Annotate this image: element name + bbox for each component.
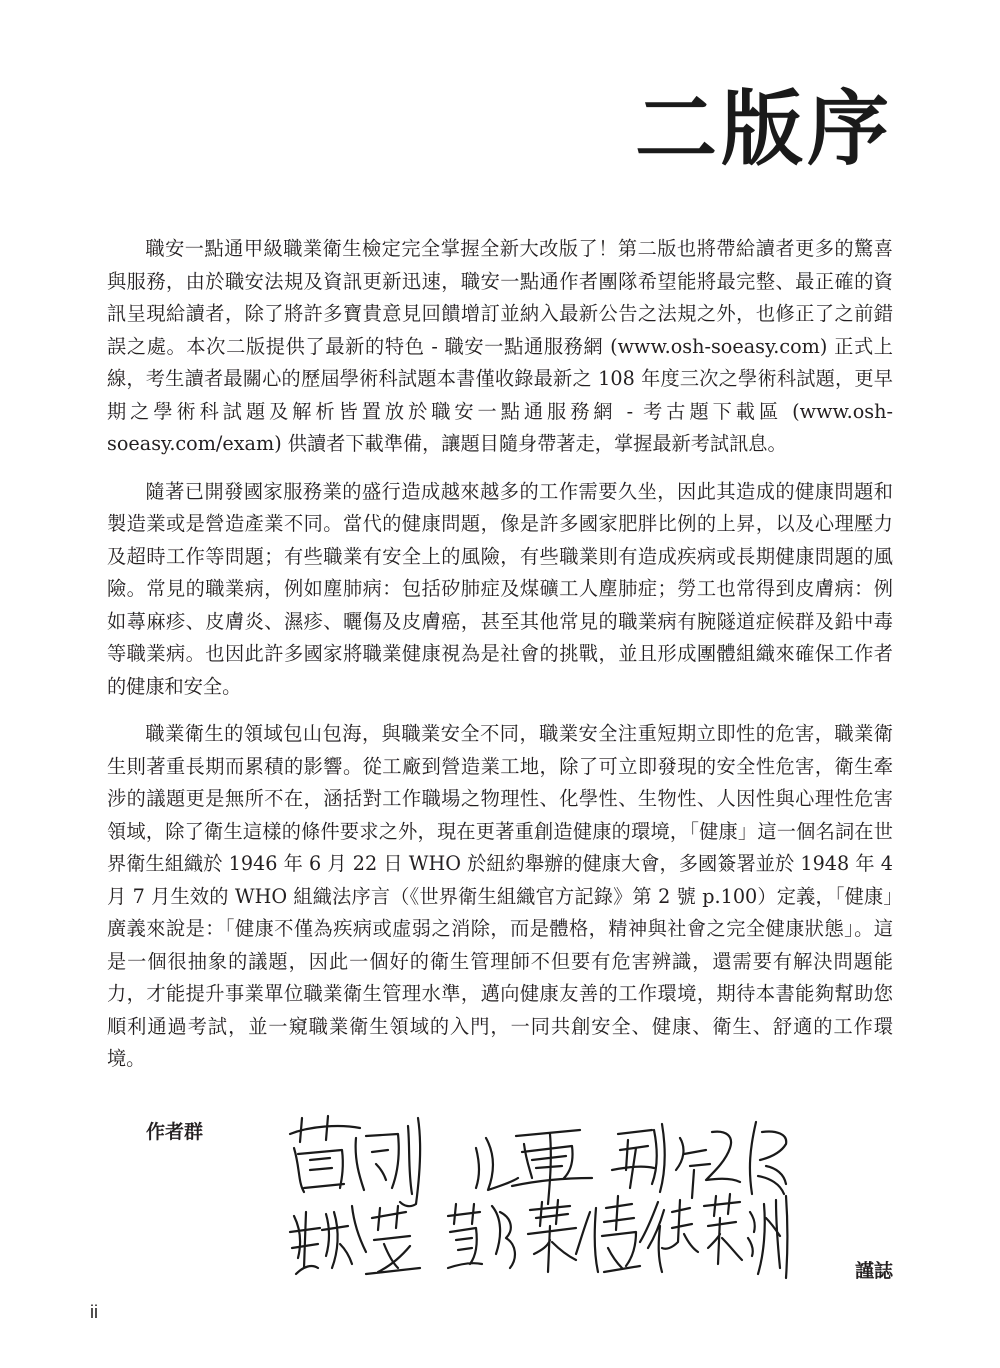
signature-5	[448, 1196, 640, 1272]
paragraph-1: 職安一點通甲級職業衛生檢定完全掌握全新大改版了！第二版也將帶給讀者更多的驚喜與服務，由於職安法規及資訊更新迅速，職安一點通作者團隊希望能將最完整、最正確的資訊呈現給讀者，除了將許多寶貴意見回饋增訂並納入最新公告之法規之外，也修正了之前錯誤之處。本次二版提供了最新的特色 - 職安一點通服務網 (www.osh-soeasy.com) 正式上線，考生讀者最關心的歷屆學術科試題本書僅收錄最新之 108 年度三次之學術科試題，更早期之學術科試題及解析皆置放於職安一點通服務網 - 考古題下載區 (www.osh-soeasy.com/exam) 供讀者下載準備，讓題目隨身帶著走，掌握最新考試訊息。	[107, 237, 893, 455]
paragraph-2: 隨著已開發國家服務業的盛行造成越來越多的工作需要久坐，因此其造成的健康問題和製造業或是營造產業不同。當代的健康問題，像是許多國家肥胖比例的上昇，以及心理壓力及超時工作等問題；有些職業有安全上的風險，有些職業則有造成疾病或長期健康問題的風險。常見的職業病，例如塵肺病：包括矽肺症及煤礦工人塵肺症；勞工也常得到皮膚病：例如蕁麻疹、皮膚炎、濕疹、曬傷及皮膚癌，甚至其他常見的職業病有腕隧道症候群及鉛中毒等職業病。也因此許多國家將職業健康視為是社會的挑戰，並且形成團體組織來確保工作者的健康和安全。	[107, 479, 893, 698]
signature-3	[612, 1122, 786, 1198]
authors-label: 作者群	[146, 1121, 204, 1143]
preface-body	[107, 233, 893, 1091]
page-title: 二版序	[634, 81, 893, 177]
paragraph-3: 職業衛生的領域包山包海，與職業安全不同，職業安全注重短期立即性的危害，職業衛生則著重長期而累積的影響。從工廠到營造業工地，除了可立即發現的安全性危害，衛生牽涉的議題更是無所不在，涵括對工作職場之物理性、化學性、生物性、人因性與心理性危害領域，除了衛生這樣的條件要求之外，現在更著重創造健康的環境，「健康」這一個名詞在世界衛生組織於 1946 年 6 月 22 日 WHO 於紐約舉辦的健康大會，多國簽署並於 1948 年 4 月 7 月生效的 WHO 組織法序言（《世界衛生組織官方記錄》第 2 號 p.100）定義，「健康」廣義來說是：「健康不僅為疾病或虛弱之消除，而是體格，精神與社會之完全健康狀態」。這是一個很抽象的議題，因此一個好的衛生管理師不但要有危害辨識，還需要有解決問題能力，才能提升事業單位職業衛生管理水準，邁向健康友善的工作環境，期待本書能夠幫助您順利通過考試，並一窺職業衛生領域的入門，一同共創安全、健康、衛生、舒適的工作環境。	[107, 722, 893, 1070]
handwritten-signatures	[280, 1108, 800, 1288]
signature-4	[290, 1206, 420, 1274]
page-number: ii	[90, 1302, 98, 1322]
signature-2	[476, 1130, 592, 1204]
signature-1	[290, 1116, 420, 1206]
signature-6	[640, 1194, 788, 1278]
sign-note: 謹誌	[854, 1260, 893, 1282]
